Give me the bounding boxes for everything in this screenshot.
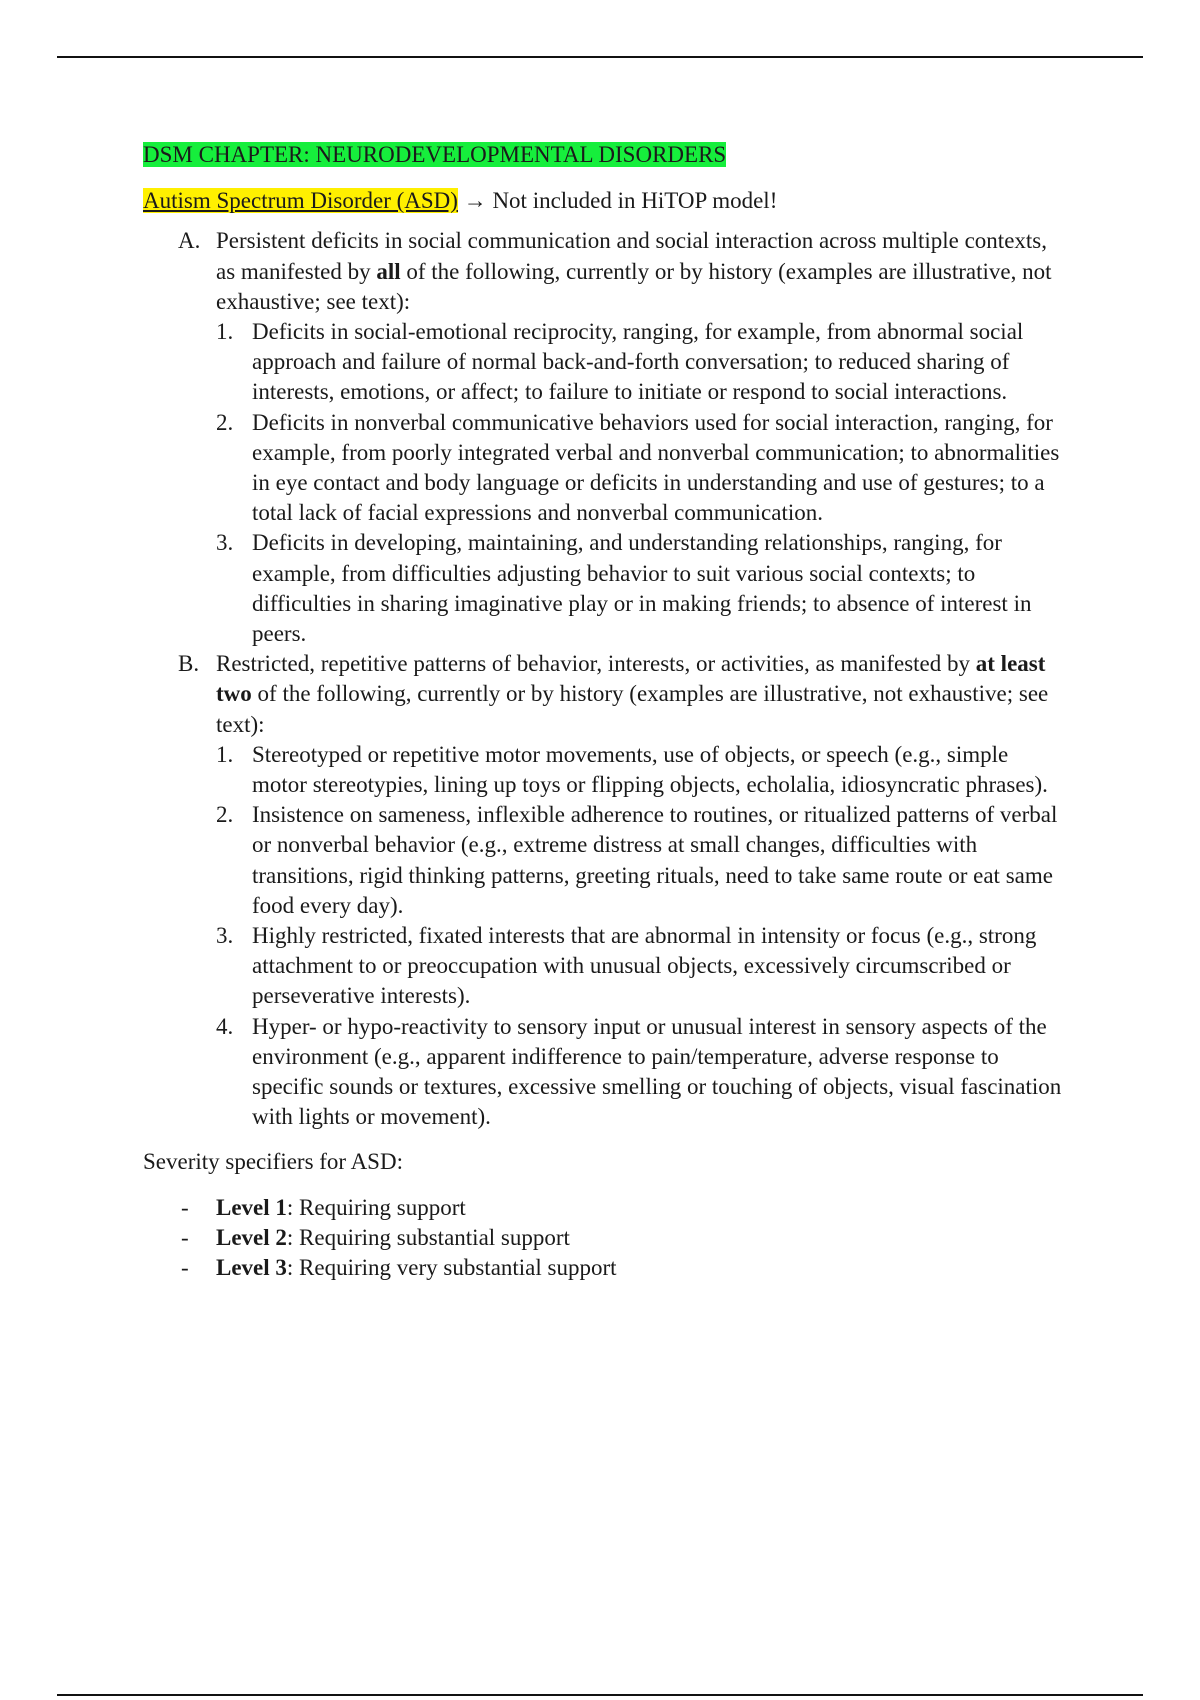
- item-text: Stereotyped or repetitive motor movements, use of objects, or speech (e.g., simple motor stereotypies, lining up toys or flipping objects, echolalia, idiosyncratic phrases).: [252, 741, 1048, 798]
- list-item: [216, 740, 1063, 800]
- item-text: Hyper- or hypo-reactivity to sensory input or unusual interest in sensory aspects of the environment (e.g., apparent indifference to pain/temperature, adverse response to specific sounds or textures, excessive smelling or touching of objects, visual fascination with lights or movement).: [252, 1013, 1062, 1130]
- list-item: [216, 800, 1063, 921]
- top-rule: [57, 56, 1143, 58]
- item-text: Deficits in developing, maintaining, and understanding relationships, ranging, for example, from difficulties adjusting behavior to suit various social contexts; to difficulties in sharing imaginative play or in making friends; to absence of interest in peers.: [252, 530, 1032, 647]
- criterion-a: [143, 226, 1063, 649]
- dash-bullet: -: [181, 1194, 189, 1220]
- level-desc: : Requiring substantial support: [286, 1224, 570, 1250]
- list-item: [216, 921, 1063, 1012]
- item-marker: 2.: [216, 409, 234, 435]
- chapter-title: DSM CHAPTER: NEURODEVELOPMENTAL DISORDERS: [143, 142, 727, 167]
- item-text: Highly restricted, fixated interests that are abnormal in intensity or focus (e.g., strong attachment to or preoccupation with unusual objects, excessively circumscribed or perseverative interests).: [252, 923, 1037, 1009]
- item-marker: 2.: [216, 802, 234, 828]
- item-marker: 3.: [216, 923, 234, 949]
- criteria-list: [143, 226, 1063, 1132]
- disorder-heading: [143, 186, 1063, 216]
- level-label: Level 3: [216, 1255, 287, 1281]
- level-label: Level 1: [216, 1194, 287, 1220]
- severity-level: [143, 1193, 1063, 1223]
- level-label: Level 2: [216, 1224, 287, 1250]
- severity-levels: [143, 1193, 1063, 1284]
- level-desc: : Requiring support: [286, 1194, 466, 1220]
- severity-level: [143, 1223, 1063, 1253]
- list-item: [216, 1012, 1063, 1133]
- criterion-b: [143, 649, 1063, 1132]
- item-text: Deficits in nonverbal communicative behaviors used for social interaction, ranging, for example, from poorly integrated verbal and nonverbal communication; to abnormalities in eye contact and body language or deficits in understanding and use of gestures; to a total lack of facial expressions and nonverbal communication.: [252, 409, 1060, 526]
- criterion-b-items: [216, 740, 1063, 1133]
- chapter-heading: [143, 140, 1063, 170]
- criterion-text-end: of the following, currently or by history (examples are illustrative, not exhaustive; see text):: [216, 258, 1052, 314]
- criterion-text: Persistent deficits in social communication and social interaction across multiple contexts, as manifested by: [216, 228, 1047, 284]
- item-marker: 1.: [216, 741, 234, 767]
- dash-bullet: -: [181, 1224, 189, 1250]
- criterion-text-end: of the following, currently or by history (examples are illustrative, not exhaustive; see text):: [216, 681, 1049, 737]
- list-item: [216, 317, 1063, 408]
- disorder-note: → Not included in HiTOP model!: [457, 188, 778, 214]
- item-marker: 1.: [216, 319, 234, 345]
- criterion-a-items: [216, 317, 1063, 649]
- criterion-emphasis: at least two: [216, 651, 1046, 707]
- disorder-title: Autism Spectrum Disorder (ASD): [143, 188, 458, 214]
- item-marker: 4.: [216, 1013, 234, 1039]
- item-marker: 3.: [216, 530, 234, 556]
- item-text: Insistence on sameness, inflexible adherence to routines, or ritualized patterns of verbal or nonverbal behavior (e.g., extreme distress at small changes, difficulties with transitions, rigid thinking patterns, greeting rituals, need to take same route or eat same food every day).: [252, 802, 1058, 918]
- criterion-text: Restricted, repetitive patterns of behavior, interests, or activities, as manifested by: [216, 651, 976, 677]
- item-text: Deficits in social-emotional reciprocity, ranging, for example, from abnormal social approach and failure of normal back-and-forth conversation; to reduced sharing of interests, emotions, or affect; to failure to initiate or respond to social interactions.: [252, 319, 1024, 405]
- criterion-marker: A.: [178, 228, 201, 254]
- list-item: [216, 528, 1063, 649]
- document-body: [143, 140, 1063, 1283]
- criterion-emphasis: all: [376, 258, 401, 284]
- list-item: [216, 408, 1063, 529]
- dash-bullet: -: [181, 1255, 189, 1281]
- severity-level: [143, 1253, 1063, 1283]
- level-desc: : Requiring very substantial support: [286, 1255, 617, 1281]
- severity-title: Severity specifiers for ASD:: [143, 1148, 403, 1174]
- criterion-marker: B.: [178, 651, 200, 677]
- bottom-rule: [57, 1694, 1143, 1696]
